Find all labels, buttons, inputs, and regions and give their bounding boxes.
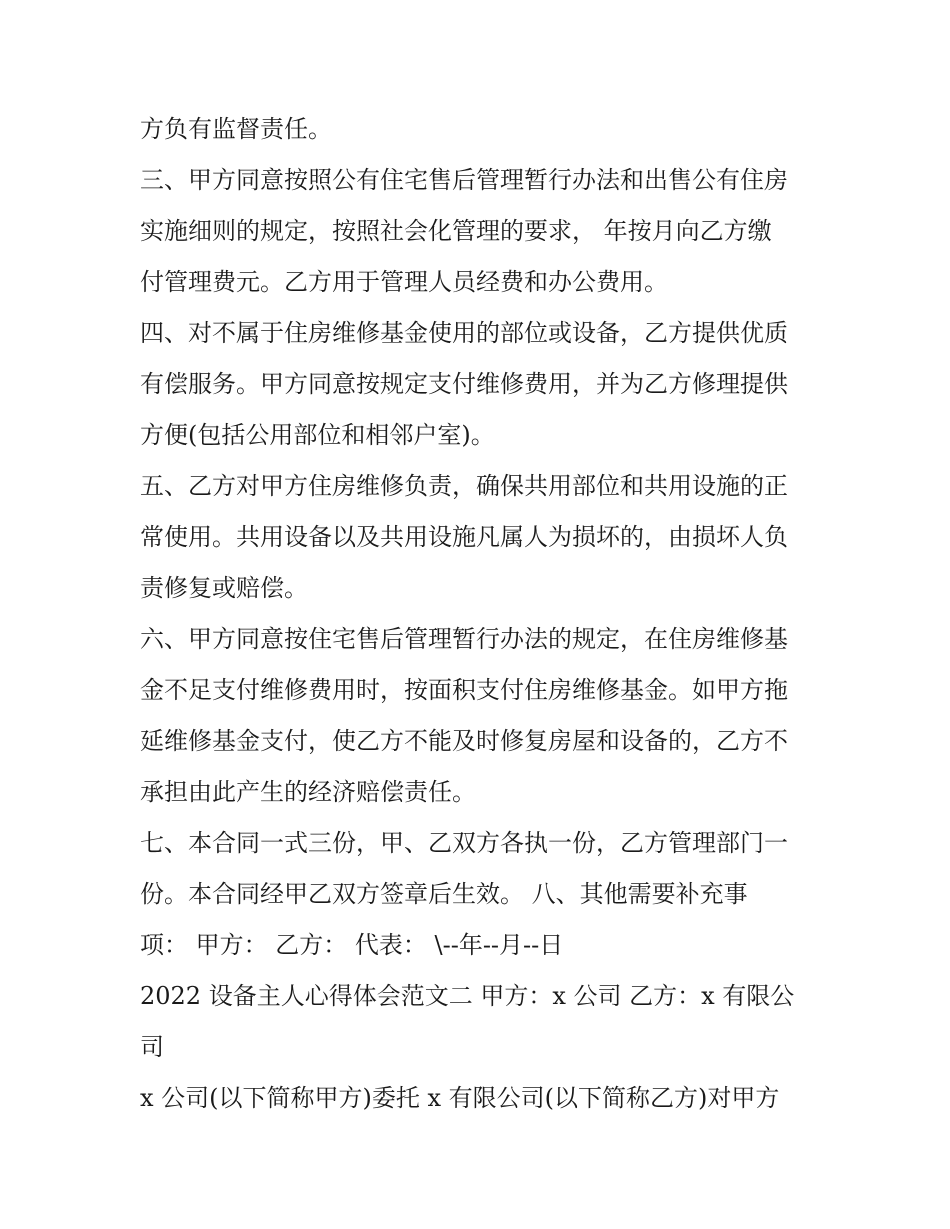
text-line: 份。本合同经甲乙双方签章后生效。 八、其他需要补充事 xyxy=(140,880,748,908)
text-line: 金不足支付维修费用时，按面积支付住房维修基金。如甲方拖 xyxy=(140,676,788,704)
text-line: 承担由此产生的经济赔偿责任。 xyxy=(140,778,476,806)
text-line: 四、对不属于住房维修基金使用的部位或设备，乙方提供优质 xyxy=(140,319,788,347)
text-line: 方负有监督责任。 xyxy=(140,115,332,143)
text-line: 司 xyxy=(140,1033,164,1061)
text-line: 常使用。共用设备以及共用设施凡属人为损坏的，由损坏人负 xyxy=(140,523,788,551)
text-line: 方便(包括公用部位和相邻户室)。 xyxy=(140,421,495,449)
text-line: 七、本合同一式三份，甲、乙双方各执一份，乙方管理部门一 xyxy=(140,829,788,857)
text-line: 项： 甲方： 乙方： 代表： \--年--月--日 xyxy=(140,931,564,959)
text-line: 付管理费元。乙方用于管理人员经费和办公费用。 xyxy=(140,268,668,296)
text-line: 五、乙方对甲方住房维修负责，确保共用部位和共用设施的正 xyxy=(140,472,788,500)
text-line: 责修复或赔偿。 xyxy=(140,574,308,602)
text-line: 延维修基金支付，使乙方不能及时修复房屋和设备的，乙方不 xyxy=(140,727,788,755)
text-line: 实施细则的规定，按照社会化管理的要求， 年按月向乙方缴 xyxy=(140,217,772,245)
text-line: x 公司(以下简称甲方)委托 x 有限公司(以下简称乙方)对甲方 xyxy=(140,1084,780,1112)
text-line: 六、甲方同意按住宅售后管理暂行办法的规定，在住房维修基 xyxy=(140,625,788,653)
text-line: 三、甲方同意按照公有住宅售后管理暂行办法和出售公有住房 xyxy=(140,166,788,194)
text-line: 有偿服务。甲方同意按规定支付维修费用，并为乙方修理提供 xyxy=(140,370,788,398)
text-line: 2022 设备主人心得体会范文二 甲方：x 公司 乙方：x 有限公 xyxy=(140,982,795,1010)
document-body xyxy=(140,104,830,1124)
